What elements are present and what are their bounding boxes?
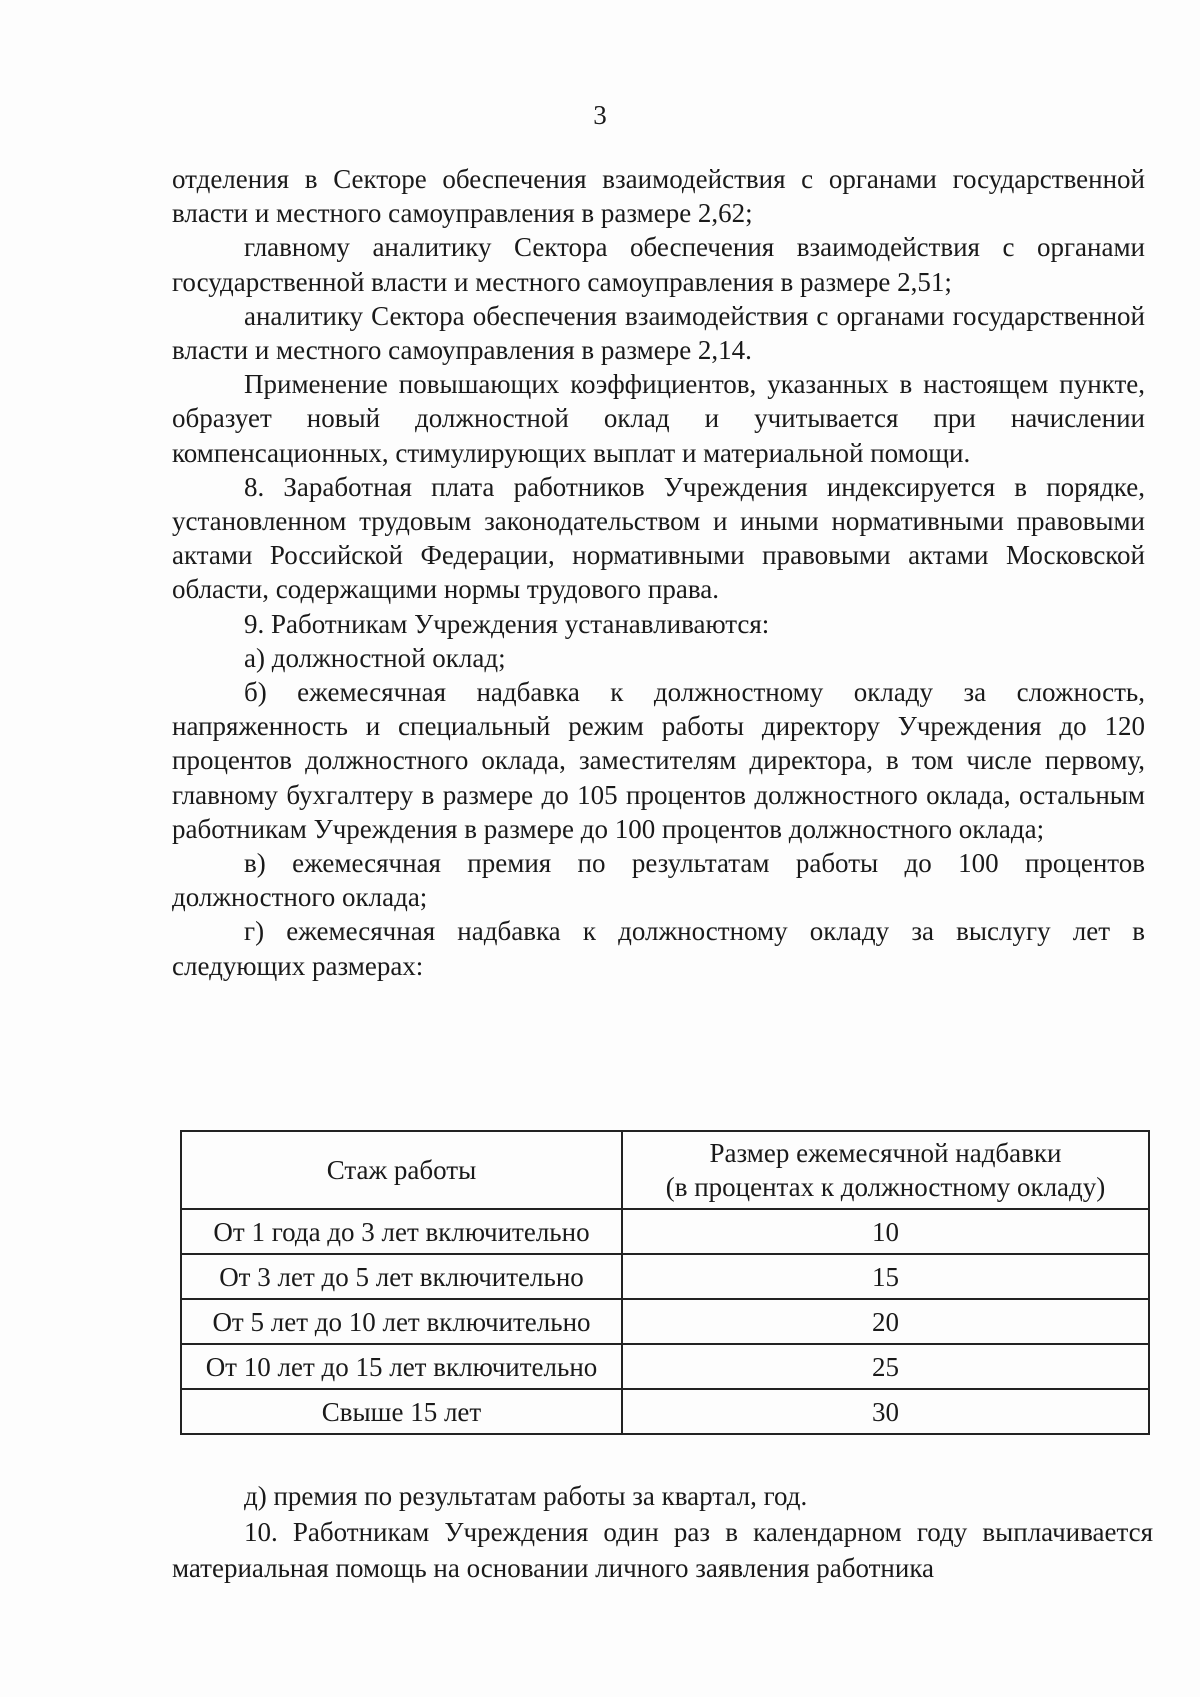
cell-period: От 1 года до 3 лет включительно	[181, 1209, 622, 1254]
body-text	[172, 162, 1145, 983]
paragraph: Применение повышающих коэффициентов, указанных в настоящем пункте, образует новый должностной оклад и учитывается при начислении компенсационных, стимулирующих выплат и материальной помощи.	[172, 369, 1145, 468]
table-row	[181, 1344, 1149, 1389]
table-header-row	[181, 1131, 1149, 1209]
table-row	[181, 1254, 1149, 1299]
header-work-experience: Стаж работы	[181, 1131, 622, 1209]
table-row	[181, 1299, 1149, 1344]
paragraph: отделения в Секторе обеспечения взаимодействия с органами государственной власти и местного самоуправления в размере 2,62;	[172, 164, 1145, 229]
cell-percent: 30	[622, 1389, 1149, 1434]
page-number: 3	[593, 100, 607, 130]
paragraph: аналитику Сектора обеспечения взаимодействия с органами государственной власти и местного самоуправления в размере 2,14.	[172, 300, 1145, 366]
paragraph: б) ежемесячная надбавка к должностному окладу за сложность, напряженность и специальный режим работы директору Учреждения до 120 процентов должностного оклада, заместителям директора, в том числе первому, главному бухгалтеру в размере до 105 процентов должностного оклада, остальным работникам Учреждения в размере до 100 процентов должностного оклада;	[172, 677, 1145, 844]
paragraph: главному аналитику Сектора обеспечения взаимодействия с органами государственной власти и местного самоуправления в размере 2,51;	[172, 232, 1145, 297]
paragraph: г) ежемесячная надбавка к должностному окладу за выслугу лет в следующих размерах:	[172, 916, 1145, 981]
table-row	[181, 1209, 1149, 1254]
header-bonus-size-line2: (в процентах к должностному окладу)	[665, 1172, 1106, 1202]
cell-percent: 10	[622, 1209, 1149, 1254]
paragraph: в) ежемесячная премия по результатам работы до 100 процентов должностного оклада;	[172, 848, 1145, 913]
paragraph: 9. Работникам Учреждения устанавливаются:	[244, 608, 770, 639]
paragraph: д) премия по результатам работы за квартал, год.	[244, 1481, 808, 1511]
cell-period: От 5 лет до 10 лет включительно	[181, 1299, 622, 1344]
cell-percent: 15	[622, 1254, 1149, 1299]
paragraph: а) должностной оклад;	[244, 642, 506, 673]
header-bonus-size	[622, 1131, 1149, 1209]
paragraph: 10. Работникам Учреждения один раз в календарном году выплачивается материальная помощь на основании личного заявления работника	[172, 1517, 1153, 1583]
paragraph: 8. Заработная плата работников Учреждения индексируется в порядке, установленном трудовым законодательством и иными нормативными правовыми актами Российской Федерации, нормативными правовыми актами Московской области, содержащими нормы трудового права.	[172, 471, 1145, 605]
cell-percent: 20	[622, 1299, 1149, 1344]
cell-period: От 3 лет до 5 лет включительно	[181, 1254, 622, 1299]
cell-period: Свыше 15 лет	[181, 1389, 622, 1434]
cell-percent: 25	[622, 1344, 1149, 1389]
seniority-table-wrapper	[180, 1130, 1150, 1435]
cell-period: От 10 лет до 15 лет включительно	[181, 1344, 622, 1389]
table-row	[181, 1389, 1149, 1434]
header-bonus-size-line1: Размер ежемесячной надбавки	[709, 1138, 1062, 1168]
seniority-bonus-table	[180, 1130, 1150, 1435]
body-text-after-table	[172, 1478, 1153, 1586]
